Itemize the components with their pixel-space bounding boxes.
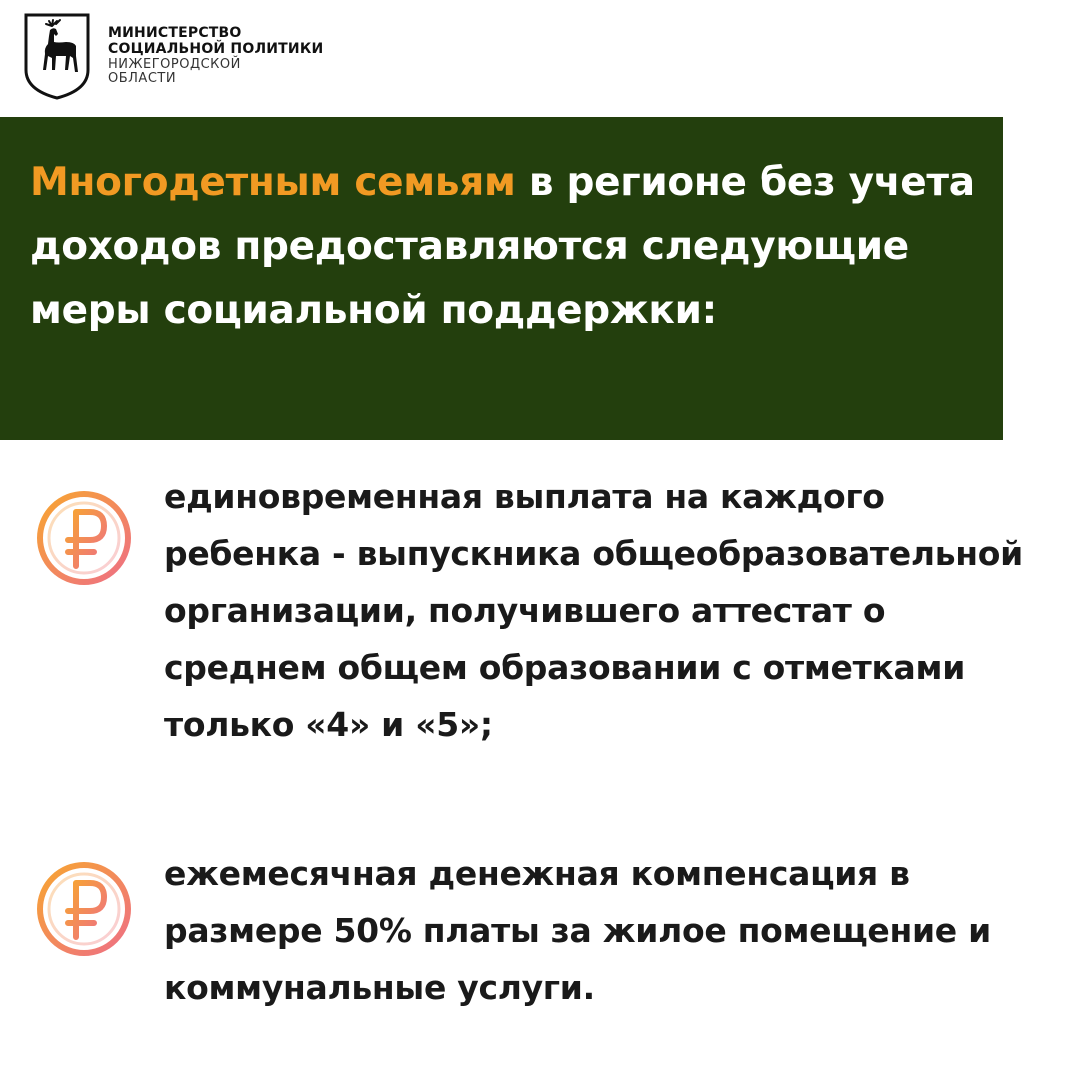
org-region-line1: НИЖЕГОРОДСКОЙ [108, 57, 241, 72]
ruble-icon [34, 488, 134, 588]
ministry-logo [22, 12, 323, 100]
org-name-line1: МИНИСТЕРСТВО [108, 25, 242, 41]
org-region-line2: ОБЛАСТИ [108, 71, 177, 86]
title-banner [0, 117, 1003, 440]
banner-rest: в регионе без учета доходов предоставляются следующие меры социальной поддержки: [30, 160, 975, 333]
ruble-icon [34, 859, 134, 959]
support-measure-text: единовременная выплата на каждого ребенка - выпускника общеобразовательной организации, получившего аттестат о среднем общем образовании с отметками только «4» и «5»; [164, 477, 1023, 744]
support-measure-text: ежемесячная денежная компенсация в размере 50% платы за жилое помещение и коммунальные услуги. [164, 854, 991, 1007]
banner-highlight: Многодетным семьям [30, 160, 516, 205]
org-name-line2: СОЦИАЛЬНОЙ ПОЛИТИКИ [108, 41, 324, 57]
banner-title [30, 151, 980, 343]
deer-crest-icon [22, 12, 92, 100]
